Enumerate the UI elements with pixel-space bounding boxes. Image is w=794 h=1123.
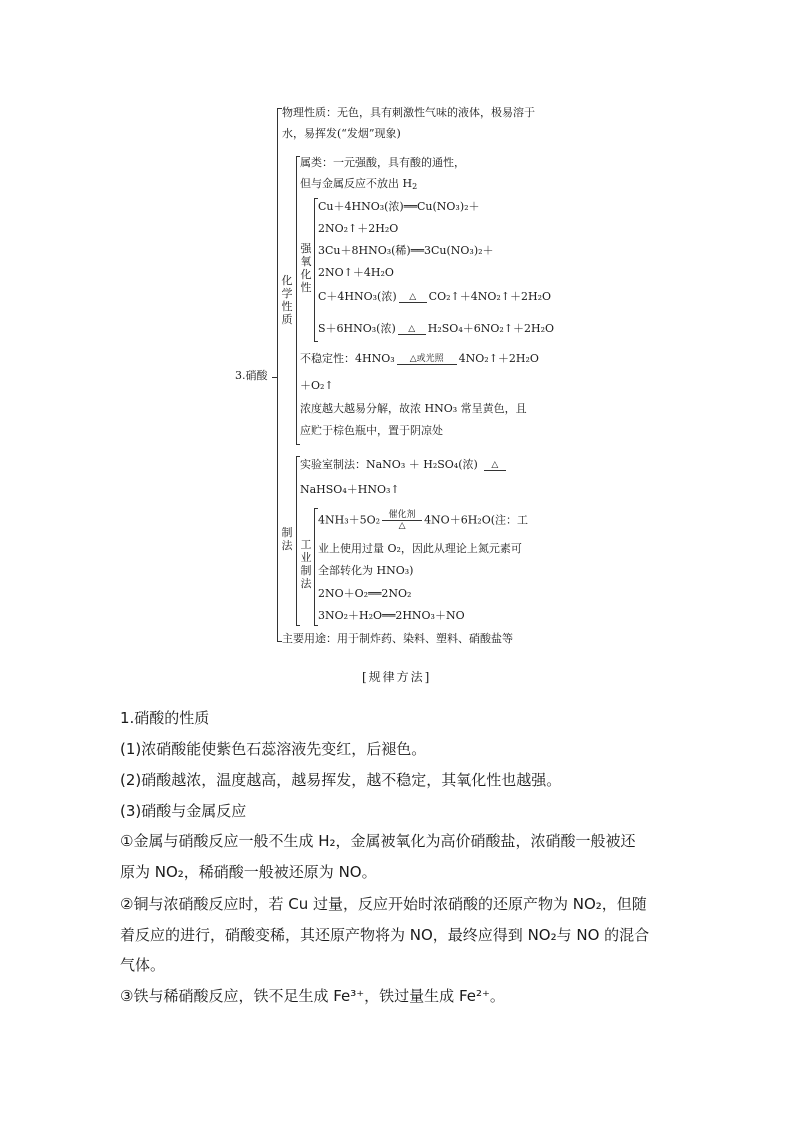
storage-line2: 应贮于棕色瓶中，置于阴凉处 [300, 424, 443, 437]
industrial-note-line2: 全部转化为 HNO₃) [318, 564, 414, 577]
note-paragraph-4-line1: ①金属与硝酸反应一般不生成 H₂，金属被氧化为高价硝酸盐，浓硝酸一般被还 [120, 832, 636, 850]
note-paragraph-3: (3)硝酸与金属反应 [120, 802, 247, 820]
preparation-label: 制法 [281, 526, 293, 552]
instability-line2: ＋O₂↑ [300, 379, 334, 392]
lab-method-line1: 实验室制法：NaNO₃ ＋ H₂SO₄(浓) △ [300, 458, 508, 472]
notes-title: 1.硝酸的性质 [120, 709, 210, 727]
category-line1: 属类：一元强酸，具有酸的通性， [300, 156, 465, 169]
chemical-brace [296, 156, 297, 445]
note-paragraph-2: (2)硝酸越浓，温度越高，越易挥发，越不稳定，其氧化性也越强。 [120, 771, 562, 789]
physical-properties-line1: 物理性质：无色，具有刺激性气味的液体，极易溶于 [282, 106, 535, 119]
strong-oxidizing-label: 强氧化性 [300, 242, 312, 294]
lab-method-line2: NaHSO₄＋HNO₃↑ [300, 483, 400, 496]
preparation-brace [296, 456, 297, 626]
industrial-equation-1: 4NH₃＋5O₂ 催化剂 △ 4NO＋6H₂O(注：工 [318, 510, 529, 531]
note-paragraph-5-line3: 气体。 [120, 956, 166, 974]
equation-carbon: C＋4HNO₃(浓) △ CO₂↑＋4NO₂↑＋2H₂O [318, 290, 552, 303]
section-heading: [规律方法] [362, 670, 432, 684]
instability-equation: 不稳定性：4HNO₃ △或光照 4NO₂↑＋2H₂O [300, 352, 539, 365]
note-paragraph-5-line1: ②铜与浓硝酸反应时，若 Cu 过量，反应开始时浓硝酸的还原产物为 NO₂，但随 [120, 895, 647, 913]
main-uses: 主要用途：用于制炸药、染料、塑料、硝酸盐等 [282, 632, 513, 645]
note-paragraph-6: ③铁与稀硝酸反应，铁不足生成 Fe³⁺，铁过量生成 Fe²⁺。 [120, 987, 505, 1005]
equation-cu-dilute-line1: 3Cu＋8HNO₃(稀)══3Cu(NO₃)₂＋ [318, 244, 494, 257]
storage-line1: 浓度越大越易分解，故浓 HNO₃ 常呈黄色，且 [300, 402, 527, 415]
equation-cu-conc-line2: 2NO₂↑＋2H₂O [318, 222, 399, 235]
physical-properties-line2: 水，易挥发(“发烟”现象) [282, 127, 401, 140]
chemical-properties-label: 化学性质 [281, 274, 293, 326]
industrial-equation-3: 3NO₂＋H₂O══2HNO₃＋NO [318, 609, 465, 622]
category-line2: 但与金属反应不放出 $H_2$ [300, 177, 418, 191]
equation-cu-conc-line1: Cu＋4HNO₃(浓)══Cu(NO₃)₂＋ [318, 200, 480, 213]
industrial-equation-2: 2NO＋O₂══2NO₂ [318, 587, 412, 600]
equation-sulfur: S＋6HNO₃(浓) △ H₂SO₄＋6NO₂↑＋2H₂O [318, 322, 555, 335]
equation-cu-dilute-line2: 2NO↑＋4H₂O [318, 266, 394, 279]
note-paragraph-1: (1)浓硝酸能使紫色石蕊溶液先变红，后褪色。 [120, 740, 427, 758]
note-paragraph-4-line2: 原为 NO₂，稀硝酸一般被还原为 NO。 [120, 863, 377, 881]
strong-oxidizing-brace [314, 198, 315, 342]
main-brace [277, 108, 278, 642]
industrial-brace [314, 508, 315, 626]
industrial-note-line1: 业上使用过量 O₂，因此从理论上氮元素可 [318, 542, 522, 555]
root-label: 3.硝酸 [235, 369, 268, 382]
industrial-method-label: 工业制法 [300, 538, 312, 590]
note-paragraph-5-line2: 着反应的进行，硝酸变稀，其还原产物将为 NO，最终应得到 NO₂与 NO 的混合 [120, 926, 650, 944]
